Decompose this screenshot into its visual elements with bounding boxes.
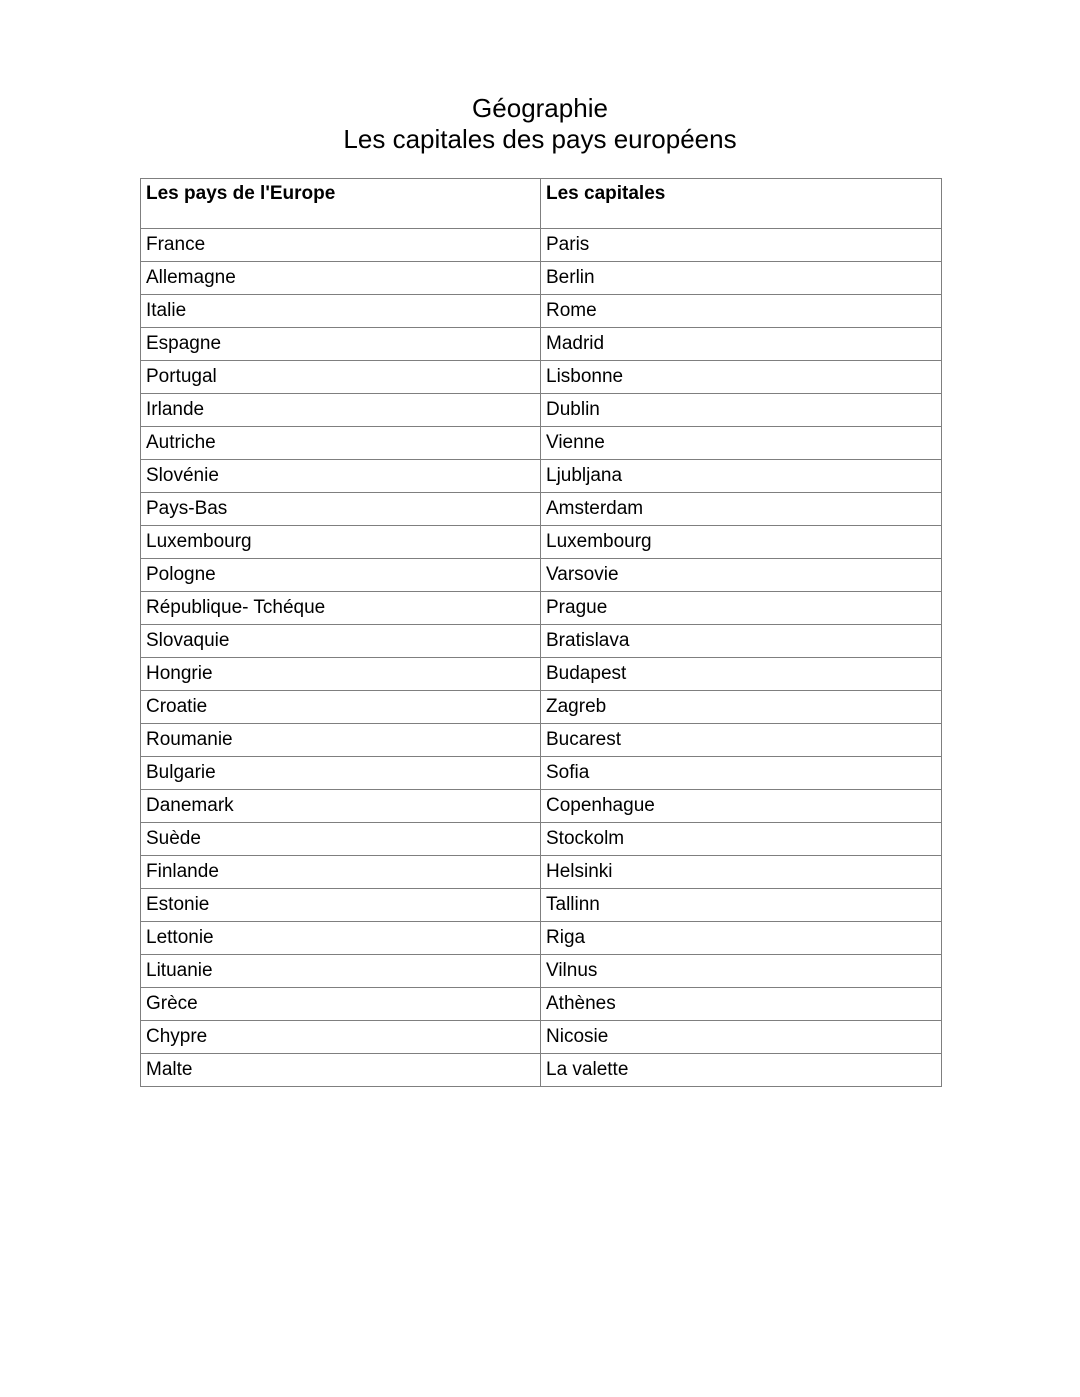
country-cell: Malte <box>141 1054 541 1087</box>
capital-cell: Vilnus <box>541 955 942 988</box>
country-cell: Lituanie <box>141 955 541 988</box>
capital-cell: Madrid <box>541 328 942 361</box>
country-cell: Slovénie <box>141 460 541 493</box>
country-cell: Lettonie <box>141 922 541 955</box>
table-row <box>141 988 942 1021</box>
document-subtitle: Les capitales des pays européens <box>343 124 737 154</box>
table-row <box>141 460 942 493</box>
table-row <box>141 625 942 658</box>
table-body <box>141 229 942 1087</box>
country-cell: Suède <box>141 823 541 856</box>
table-row <box>141 691 942 724</box>
capital-cell: Lisbonne <box>541 361 942 394</box>
capital-cell: La valette <box>541 1054 942 1087</box>
table-row <box>141 1054 942 1087</box>
capital-cell: Rome <box>541 295 942 328</box>
table-row <box>141 427 942 460</box>
document-title: Géographie <box>472 93 608 123</box>
country-cell: Autriche <box>141 427 541 460</box>
table-row <box>141 526 942 559</box>
table-row <box>141 658 942 691</box>
table-row <box>141 922 942 955</box>
country-cell: Espagne <box>141 328 541 361</box>
country-cell: Bulgarie <box>141 757 541 790</box>
country-cell: Allemagne <box>141 262 541 295</box>
country-cell: Croatie <box>141 691 541 724</box>
country-cell: Pays-Bas <box>141 493 541 526</box>
country-cell: Luxembourg <box>141 526 541 559</box>
country-cell: Grèce <box>141 988 541 1021</box>
country-cell: Pologne <box>141 559 541 592</box>
capital-cell: Bratislava <box>541 625 942 658</box>
table-row <box>141 394 942 427</box>
table-row <box>141 1021 942 1054</box>
capital-cell: Zagreb <box>541 691 942 724</box>
capital-cell: Riga <box>541 922 942 955</box>
table-row <box>141 295 942 328</box>
capital-cell: Athènes <box>541 988 942 1021</box>
capital-cell: Nicosie <box>541 1021 942 1054</box>
capital-cell: Budapest <box>541 658 942 691</box>
table-row <box>141 229 942 262</box>
table-row <box>141 889 942 922</box>
country-cell: République- Tchéque <box>141 592 541 625</box>
table-row <box>141 262 942 295</box>
country-cell: Finlande <box>141 856 541 889</box>
capital-cell: Varsovie <box>541 559 942 592</box>
table-row <box>141 724 942 757</box>
table-row <box>141 361 942 394</box>
table-row <box>141 493 942 526</box>
table-header-row <box>141 179 942 229</box>
capital-cell: Copenhague <box>541 790 942 823</box>
capitals-table <box>140 178 942 1087</box>
capital-cell: Dublin <box>541 394 942 427</box>
country-cell: Estonie <box>141 889 541 922</box>
capital-cell: Helsinki <box>541 856 942 889</box>
capital-cell: Bucarest <box>541 724 942 757</box>
country-cell: Roumanie <box>141 724 541 757</box>
capital-cell: Ljubljana <box>541 460 942 493</box>
table-row <box>141 823 942 856</box>
country-cell: Chypre <box>141 1021 541 1054</box>
table-row <box>141 790 942 823</box>
capital-cell: Amsterdam <box>541 493 942 526</box>
country-cell: Hongrie <box>141 658 541 691</box>
table-row <box>141 856 942 889</box>
capital-cell: Berlin <box>541 262 942 295</box>
table-row <box>141 955 942 988</box>
capital-cell: Sofia <box>541 757 942 790</box>
table-row <box>141 328 942 361</box>
column-header-countries: Les pays de l'Europe <box>141 179 541 229</box>
document-title-block <box>0 93 1080 155</box>
capital-cell: Prague <box>541 592 942 625</box>
capital-cell: Stockolm <box>541 823 942 856</box>
capital-cell: Luxembourg <box>541 526 942 559</box>
table-row <box>141 559 942 592</box>
column-header-capitals: Les capitales <box>541 179 942 229</box>
table-row <box>141 592 942 625</box>
country-cell: France <box>141 229 541 262</box>
capital-cell: Vienne <box>541 427 942 460</box>
country-cell: Slovaquie <box>141 625 541 658</box>
table-row <box>141 757 942 790</box>
country-cell: Danemark <box>141 790 541 823</box>
capital-cell: Tallinn <box>541 889 942 922</box>
country-cell: Irlande <box>141 394 541 427</box>
country-cell: Portugal <box>141 361 541 394</box>
country-cell: Italie <box>141 295 541 328</box>
capital-cell: Paris <box>541 229 942 262</box>
